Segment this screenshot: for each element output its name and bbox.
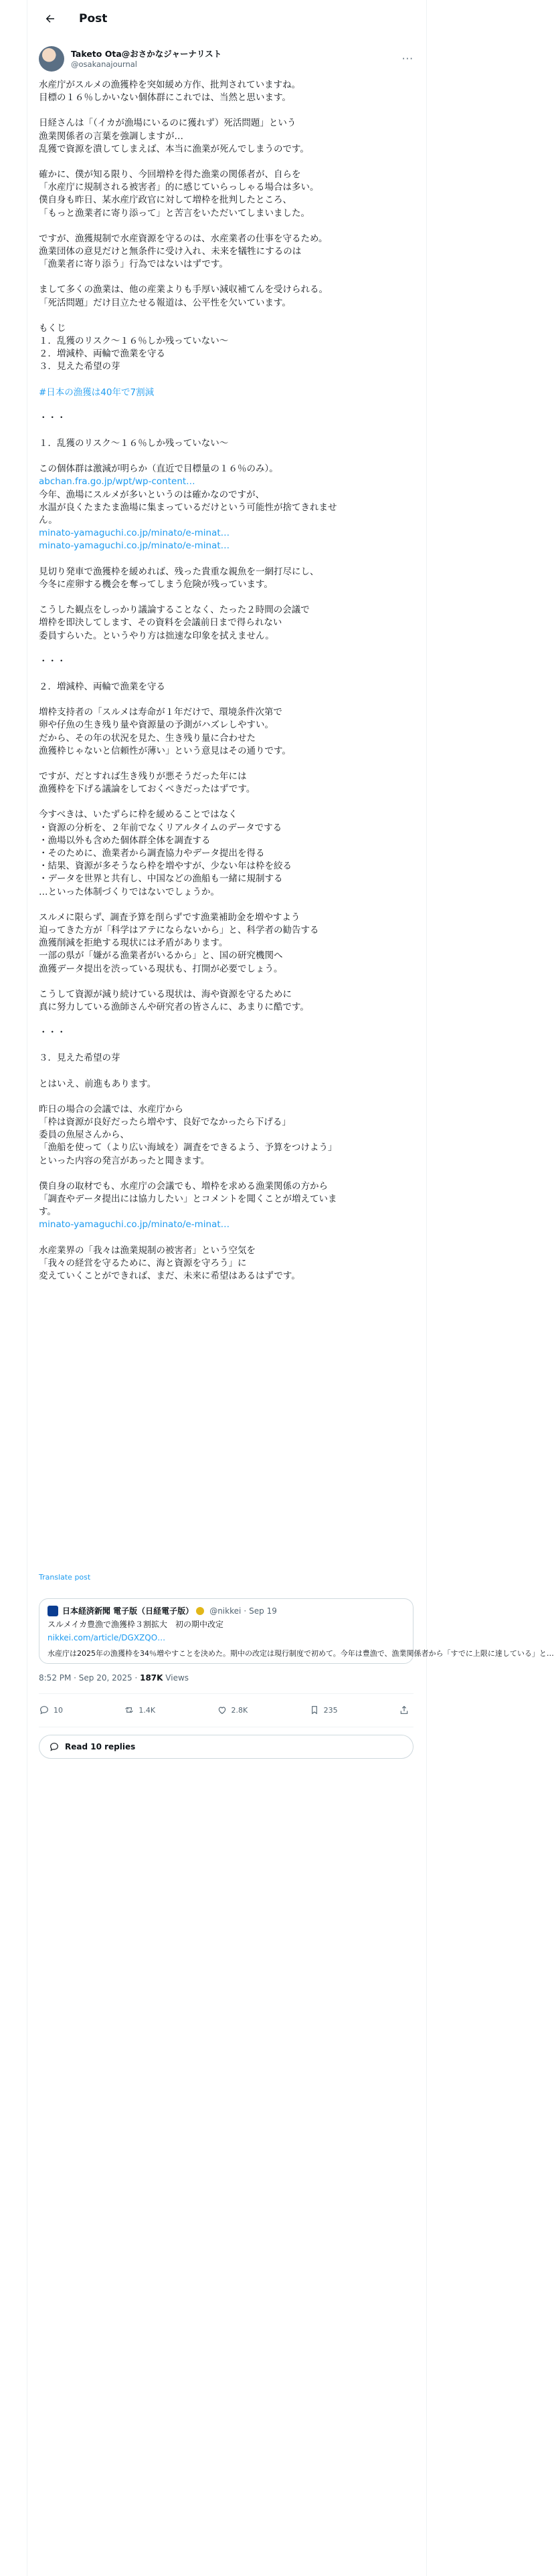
post-text-line: 見切り発車で漁獲枠を緩めれば、残った貴重な親魚を一網打尽にし、 bbox=[39, 566, 319, 577]
reply-count: 10 bbox=[54, 1705, 63, 1715]
post-text-line: ２．増減枠、両輪で漁業を守る bbox=[39, 681, 165, 692]
post-paragraph bbox=[39, 911, 413, 976]
share-icon bbox=[399, 1705, 409, 1715]
post-text-line: ３．見えた希望の芽 bbox=[39, 1053, 120, 1064]
post-paragraph bbox=[39, 1078, 413, 1091]
read-replies-button[interactable] bbox=[39, 1735, 413, 1759]
back-arrow-icon[interactable] bbox=[39, 7, 62, 30]
post-text-line: 昨日の場合の会議では、水産庁から bbox=[39, 1103, 183, 1115]
post-text-line: 漁業団体の意見だけと無条件に受け入れ、未来を犠牲にするのは bbox=[39, 246, 302, 257]
post-text-line: ・・・ bbox=[39, 1027, 66, 1039]
post-paragraph bbox=[39, 770, 413, 796]
post-paragraph bbox=[39, 412, 413, 425]
post-text-line: 「漁業者に寄り添う」行為ではないはずです。 bbox=[39, 259, 228, 270]
post-text-line: 委員の魚屋さんから、 bbox=[39, 1130, 129, 1141]
post-text-line: １．乱獲のリスク〜１６％しか残っていない〜 bbox=[39, 336, 229, 347]
post-paragraph bbox=[39, 1245, 413, 1283]
quoted-post-card[interactable]: 日本経済新聞 電子版（日経電子版） @nikkei · Sep 19 スルメイカ豊漁で漁獲枠３割拡大 初の期中改定 nikkei.com/article/DGXZQO… 水産庁は2025年の漁獲枠を34％増やすことを決めた。期中の改定は現行制度で初めて。今年は豊漁で、漁業関係者から「すでに上限に達している」と… bbox=[39, 1598, 413, 1664]
post-text-line: 水産業界の「我々は漁業規制の被害者」という空気を bbox=[39, 1245, 256, 1256]
heart-icon bbox=[217, 1705, 227, 1715]
post-text-line: ・データを世界と共有し、中国などの漁船も一緒に規制する bbox=[39, 873, 283, 885]
post-paragraph bbox=[39, 169, 413, 220]
post-text-line: す。 bbox=[39, 1206, 56, 1218]
post-paragraph bbox=[39, 1180, 413, 1232]
chat-bubble-icon bbox=[49, 1741, 60, 1752]
views-label: Views bbox=[163, 1673, 189, 1683]
action-bar bbox=[39, 1700, 413, 1720]
post-text-line: 増枠支持者の「スルメは寿命が１年だけで、環境条件次第で bbox=[39, 707, 282, 718]
post-text-line: 僕自身の取材でも、水産庁の会議でも、増枠を求める漁業関係の方から bbox=[39, 1180, 328, 1192]
post-text-line: ・漁場以外も含めた個体群全体を調査する bbox=[39, 835, 211, 846]
post-text-line: 水温が良くたまたま漁場に集まっているだけという可能性が捨てきれませ bbox=[39, 502, 337, 513]
post-text-line: 今冬に産卵する機会を奪ってしまう危険が残っています。 bbox=[39, 578, 273, 590]
post-text-line: 水産庁がスルメの漁獲枠を突如緩め方作、批判されていますね。 bbox=[39, 80, 301, 90]
post-body bbox=[39, 79, 413, 1295]
url-link[interactable]: minato-yamaguchi.co.jp/minato/e-minat… bbox=[39, 540, 230, 552]
author-handle[interactable]: @osakanajournal bbox=[71, 59, 137, 69]
post-text-line: ・資源の分析を、２年前でなくリアルタイムのデータでする bbox=[39, 822, 282, 833]
read-replies-label: Read 10 replies bbox=[65, 1742, 136, 1751]
repost-icon bbox=[124, 1705, 134, 1715]
post-paragraph bbox=[39, 463, 413, 552]
translate-post-link[interactable]: Translate post bbox=[39, 1573, 91, 1582]
post-paragraph bbox=[39, 566, 413, 591]
quoted-date: Sep 19 bbox=[249, 1606, 277, 1616]
post-paragraph bbox=[39, 1052, 413, 1065]
post-text-line: 僕自身も昨日、某水産庁政官に対して増枠を批判したところ、 bbox=[39, 195, 292, 206]
like-button[interactable] bbox=[217, 1705, 248, 1715]
nikkei-logo-icon bbox=[48, 1606, 58, 1616]
post-paragraph bbox=[39, 284, 413, 309]
post-paragraph bbox=[39, 706, 413, 758]
post-text-line: 「枠は資源が良好だったら増やす、良好でなかったら下げる」 bbox=[39, 1116, 291, 1128]
post-text-line: 「水産庁に規制される被害者」的に感じていらっしゃる場合は多い。 bbox=[39, 182, 319, 193]
post-text-line: スルメに限らず、調査予算を削らずです漁業補助金を増やすよう bbox=[39, 911, 300, 923]
post-author[interactable] bbox=[39, 44, 413, 74]
post-text-line: 漁獲削減を拒絶する現状には矛盾があります。 bbox=[39, 938, 228, 949]
post-paragraph bbox=[39, 988, 413, 1014]
verified-badge-icon bbox=[196, 1607, 204, 1615]
post-paragraph bbox=[39, 387, 413, 399]
post-paragraph bbox=[39, 79, 413, 104]
post-paragraph bbox=[39, 655, 413, 668]
quoted-handle: @nikkei bbox=[209, 1606, 242, 1616]
avatar[interactable] bbox=[39, 46, 64, 72]
post-text-line: 委員すらいた。というやり方は拙速な印象を拭えません。 bbox=[39, 630, 274, 641]
quoted-summary: 水産庁は2025年の漁獲枠を34％増やすことを決めた。期中の改定は現行制度で初めて。今年は豊漁で、漁業関係者から「すでに上限に達している」と… bbox=[48, 1649, 554, 1658]
url-link[interactable]: minato-yamaguchi.co.jp/minato/e-minat… bbox=[39, 1219, 230, 1230]
quoted-link[interactable]: nikkei.com/article/DGXZQO… bbox=[48, 1633, 166, 1642]
post-text-line: 増枠を即決してします、その資料を会議前日まで得られない bbox=[39, 617, 282, 629]
post-text-line: 日経さんは「（イカが漁場にいるのに獲れず）死活問題」という bbox=[39, 118, 296, 129]
post-paragraph bbox=[39, 681, 413, 693]
quoted-source-name: 日本経済新聞 電子版（日経電子版） bbox=[62, 1606, 194, 1616]
bookmark-count: 235 bbox=[323, 1705, 338, 1715]
post-text-line: 目標の１６％しかいない個体群にこれでは、当然と思います。 bbox=[39, 92, 291, 104]
top-bar bbox=[27, 0, 427, 37]
post-text-line: ・結果、資源が多そうなら枠を増やすが、少ない年は枠を絞る bbox=[39, 861, 292, 872]
post-text-line: 漁獲データ提出を渋っている現状も、打開が必要でしょう。 bbox=[39, 963, 283, 974]
post-text-line: 卵や仔魚の生き残り量や資源量の予測がハズレしやすい。 bbox=[39, 720, 274, 731]
url-link[interactable]: minato-yamaguchi.co.jp/minato/e-minat… bbox=[39, 528, 230, 539]
url-link[interactable]: abchan.fra.go.jp/wpt/wp-content… bbox=[39, 476, 195, 488]
post-paragraph bbox=[39, 117, 413, 156]
reply-button[interactable] bbox=[39, 1705, 63, 1715]
views-count: 187K bbox=[140, 1673, 163, 1683]
post-paragraph bbox=[39, 322, 413, 374]
post-text-line: 「我々の経営を守るために、海と資源を守ろう」に bbox=[39, 1257, 247, 1269]
post-text-line: ですが、だとすれば生き残りが悪そうだった年には bbox=[39, 770, 247, 782]
hashtag-link[interactable]: #日本の漁獲は40年で7割減 bbox=[39, 387, 155, 398]
page-title: Post bbox=[79, 12, 108, 25]
post-paragraph bbox=[39, 233, 413, 272]
post-text-line: 今年、漁場にスルメが多いというのは確かなのですが、 bbox=[39, 489, 265, 500]
quoted-text: スルメイカ豊漁で漁獲枠３割拡大 初の期中改定 bbox=[48, 1620, 224, 1629]
post-text-line: こうした観点をしっかり議論することなく、たった２時間の会議で bbox=[39, 605, 310, 616]
share-button[interactable] bbox=[399, 1705, 413, 1715]
post-text-line: 迫ってきた方が「科学はアテにならないから」と、科学者の勧告する bbox=[39, 924, 319, 936]
divider bbox=[39, 1693, 413, 1694]
bookmark-button[interactable] bbox=[309, 1705, 338, 1715]
post-timestamp bbox=[39, 1673, 189, 1683]
post-text-line: もくじ bbox=[39, 322, 66, 334]
post-text-line: とはいえ、前進もあります。 bbox=[39, 1078, 157, 1089]
post-paragraph bbox=[39, 437, 413, 450]
post-text-line: ３．見えた希望の芽 bbox=[39, 361, 120, 372]
post-text-line: 今すべきは、いたずらに枠を緩めることではなく bbox=[39, 809, 238, 821]
post-text-line: ・・・ bbox=[39, 655, 66, 667]
post-text-line: 真に努力している漁師さんや研究者の皆さんに、あまりに酷です。 bbox=[39, 1001, 309, 1012]
reply-icon bbox=[39, 1705, 50, 1715]
post-paragraph bbox=[39, 1103, 413, 1168]
post-text-line: 漁獲枠を下げる議論をしておくべきだったはずです。 bbox=[39, 784, 256, 795]
post-text-line: ですが、漁獲規制で水産資源を守るのは、水産業者の仕事を守るため。 bbox=[39, 233, 328, 244]
post-text-line: 確かに、僕が知る限り、今回増枠を得た漁業の関係者が、自らを bbox=[39, 169, 301, 181]
post-text-line: まして多くの漁業は、他の産業よりも手厚い減収補てんを受けられる。 bbox=[39, 284, 328, 296]
post-text-line: といった内容の発言があったと聞きます。 bbox=[39, 1155, 210, 1166]
like-count: 2.8K bbox=[231, 1705, 248, 1715]
post-time[interactable]: 8:52 PM · Sep 20, 2025 · bbox=[39, 1673, 141, 1683]
author-display-name[interactable]: Taketo Ota@おさかなジャーナリスト bbox=[71, 48, 222, 59]
post-text-line: 一部の県が「嫌がる漁業者がいるから」と、国の研究機関へ bbox=[39, 950, 283, 962]
post-text-line: この個体群は激減が明らか（直近で目標量の１６％のみ）。 bbox=[39, 463, 278, 475]
repost-button[interactable] bbox=[124, 1705, 155, 1715]
repost-count: 1.4K bbox=[138, 1705, 156, 1715]
post-text-line: ２．増減枠、両輪で漁業を守る bbox=[39, 348, 165, 360]
bookmark-icon bbox=[309, 1705, 320, 1715]
post-text-line: ん。 bbox=[39, 515, 58, 526]
post-text-line: １．乱獲のリスク〜１６％しか残っていない〜 bbox=[39, 438, 229, 449]
post-paragraph bbox=[39, 604, 413, 643]
post-text-line: 乱獲で資源を潰してしまえば、本当に漁業が死んでしまうのです。 bbox=[39, 143, 309, 154]
post-text-line: 漁業関係者の言葉を強調しますが… bbox=[39, 130, 183, 142]
post-text-line: だから、その年の状況を見た、生き残り量に合わせた bbox=[39, 732, 256, 744]
post-text-line: ・そのために、漁業者から調査協力やデータ提出を得る bbox=[39, 847, 265, 859]
post-text-line: …といった体制づくりではないでしょうか。 bbox=[39, 886, 219, 897]
post-text-line: 「もっと漁業者に寄り添って」と苦言をいただいてしまいました。 bbox=[39, 207, 310, 219]
post-text-line: 漁獲枠じゃないと信頼性が薄い」という意見はその通りです。 bbox=[39, 745, 291, 756]
post-paragraph bbox=[39, 1027, 413, 1039]
post-text-line: 変えていくことができれば、まだ、未来に希望はあるはずです。 bbox=[39, 1271, 300, 1282]
post-text-line: ・・・ bbox=[39, 412, 66, 423]
post-text-line: こうして資源が減り続けている現状は、海や資源を守るために bbox=[39, 988, 292, 1000]
post-text-line: 「漁船を使って（より広い海域を）調査をできるよう、予算をつけよう」 bbox=[39, 1142, 337, 1154]
post-paragraph bbox=[39, 809, 413, 898]
post-text-line: 「死活問題」だけ目立たせる報道は、公平性を欠いています。 bbox=[39, 297, 291, 308]
post-text-line: 「調査やデータ提出には協力したい」とコメントを聞くことが増えていま bbox=[39, 1194, 337, 1204]
more-options-icon[interactable]: ··· bbox=[401, 53, 413, 65]
